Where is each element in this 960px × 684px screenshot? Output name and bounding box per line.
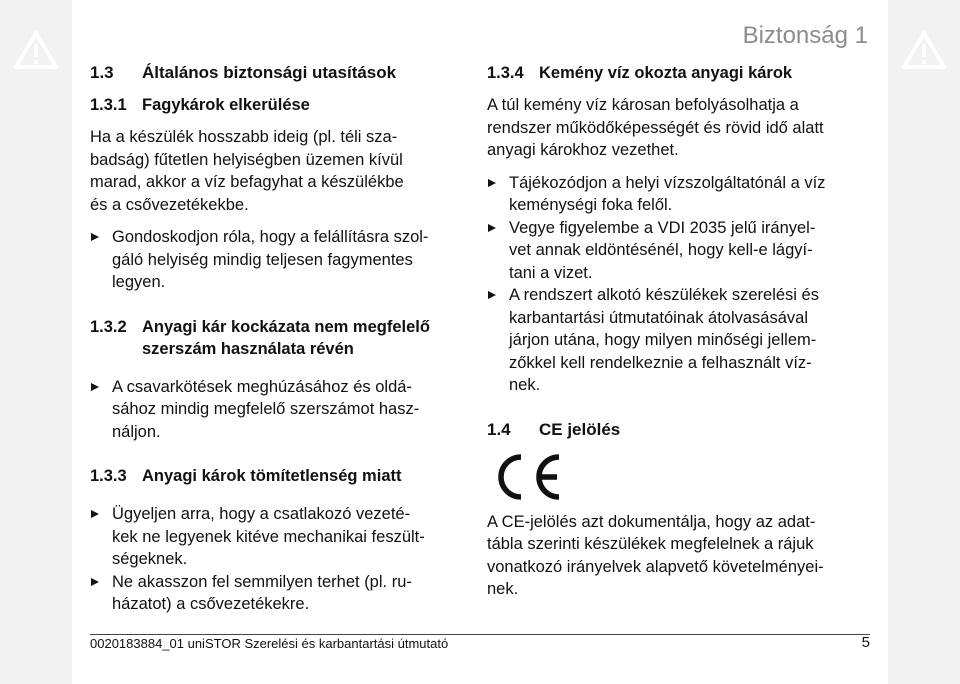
list-item: Gondoskodjon róla, hogy a felállításra szol- gáló helyiség mindig teljesen fagymentes legyen.: [90, 226, 476, 294]
footer-document-title: 0020183884_01 uniSTOR Szerelési és karbantartási útmutató: [90, 636, 449, 651]
side-tab-left: [0, 0, 72, 684]
section-number: 1.3.1: [90, 96, 127, 114]
paragraph-hard-water: A túl kemény víz károsan befolyásolhatja a rendszer működőképességét és rövid idő alatt anyagi károkhoz vezethet.: [487, 96, 824, 159]
section-title: Anyagi károk tömítetlenség miatt: [142, 467, 402, 485]
list-item: Ne akasszon fel semmilyen terhet (pl. ru- házatot) a csővezetékekre.: [90, 571, 476, 616]
bullet-list-leaks: [90, 503, 476, 616]
section-number: 1.3.4: [487, 64, 524, 82]
right-column: [487, 62, 873, 601]
page-number: 5: [861, 634, 870, 651]
section-heading-1-3-3: [90, 465, 476, 487]
list-item: Tájékozódjon a helyi vízszolgáltatónál a víz keménységi foka felől.: [487, 172, 873, 217]
section-number: 1.3: [90, 63, 114, 82]
section-title: Anyagi kár kockázata nem megfelelő szerszám használata révén: [142, 317, 430, 358]
section-title: Általános biztonsági utasítások: [142, 63, 397, 82]
section-title: Fagykárok elkerülése: [142, 96, 310, 114]
bullet-list-tools: [90, 376, 476, 444]
warning-triangle-icon: [901, 30, 947, 70]
section-number: 1.4: [487, 419, 511, 439]
paragraph-ce: A CE-jelölés azt dokumentálja, hogy az adat- tábla szerinti készülékek megfelelnek a rájuk vonatkozó irányelvek alapvető követelményei- nek.: [487, 512, 824, 598]
left-column: [90, 62, 476, 616]
section-number: 1.3.2: [90, 317, 127, 336]
chapter-header: Biztonság 1: [742, 22, 868, 49]
list-item: Ügyeljen arra, hogy a csatlakozó vezeté- kek ne legyenek kitéve mechanikai feszült- ségeknek.: [90, 503, 476, 571]
bullet-list-hard-water: [487, 172, 873, 397]
section-heading-1-3-4: [487, 62, 873, 84]
warning-triangle-icon: [13, 30, 59, 70]
section-title: CE jelölés: [539, 419, 621, 439]
section-heading-1-3-2: [90, 316, 476, 360]
section-heading-1-3-1: [90, 94, 476, 116]
paragraph-frost: Ha a készülék hosszabb ideig (pl. téli sza- badság) fűtetlen helyiségben üzemen kívül marad, akkor a víz befagyhat a készülékbe és a csővezetékekbe.: [90, 128, 404, 214]
side-tab-right: [888, 0, 960, 684]
section-number: 1.3.3: [90, 467, 127, 485]
ce-mark-icon: [489, 451, 563, 503]
page-footer: [90, 634, 870, 665]
list-item: A csavarkötések meghúzásához és oldá- sához mindig megfelelő szerszámot hasz- náljon.: [90, 376, 476, 444]
section-heading-1-4: [487, 419, 873, 441]
bullet-list-frost: [90, 226, 476, 294]
list-item: Vegye figyelembe a VDI 2035 jelű irányel- vet annak eldöntésénél, hogy kell-e lágyí- tani a vizet.: [487, 217, 873, 285]
list-item: A rendszert alkotó készülékek szerelési és karbantartási útmutatóinak átolvasásával járjon utána, hogy milyen minőségi jellem- zőkkel kell rendelkeznie a felhasznált víz- nek.: [487, 284, 873, 397]
section-heading-1-3: [90, 62, 476, 84]
section-title: Kemény víz okozta anyagi károk: [539, 64, 793, 82]
